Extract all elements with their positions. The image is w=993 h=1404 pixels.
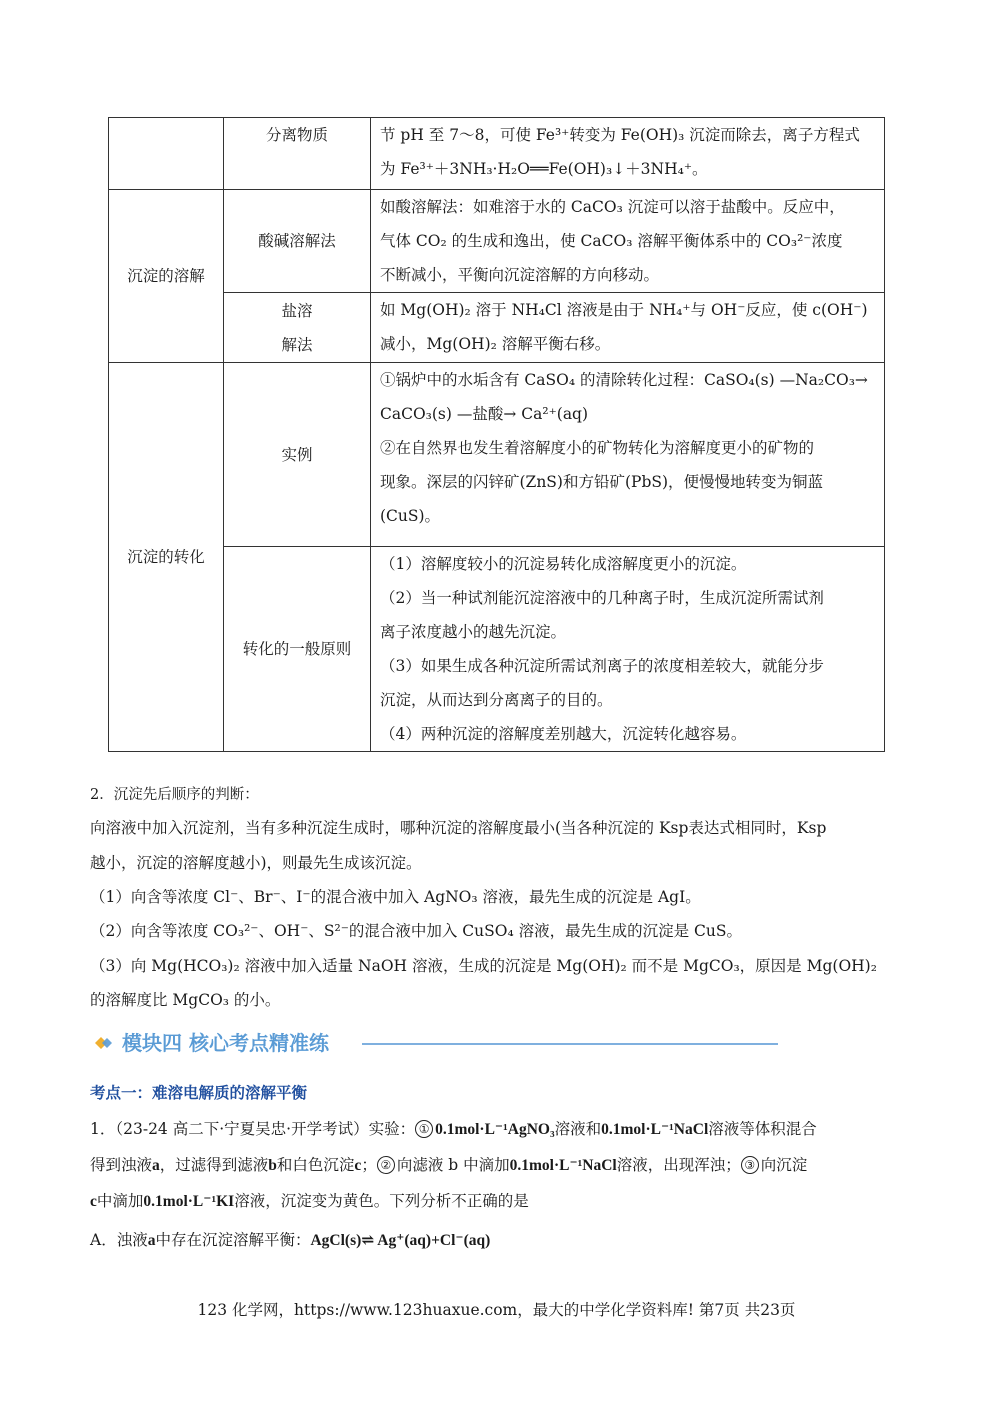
desc-salt: 如 Mg(OH)₂ 溶于 NH₄Cl 溶液是由于 NH₄⁺与 OH⁻反应，使 c(OH⁻) 减小，Mg(OH)₂ 溶解平衡右移。 xyxy=(371,293,885,363)
diamond-arrow-icon xyxy=(93,1032,115,1054)
section2-p2: 越小，沉淀的溶解度越小)，则最先生成该沉淀。 xyxy=(90,854,422,872)
section2-p1: 向溶液中加入沉淀剂，当有多种沉淀生成时，哪种沉淀的溶解度最小(当各种沉淀的 Ksp表达式相同时，Ksp xyxy=(90,819,827,837)
desc-principle: （1）溶解度较小的沉淀易转化成溶解度更小的沉淀。 （2）当一种试剂能沉淀溶液中的几种离子时，生成沉淀所需试剂 离子浓度越小的越先沉淀。 （3）如果生成各种沉淀所需试剂离子的浓度相差较大，就能分步 沉淀，从而达到分离离子的目的。 （4）两种沉淀的溶解度差别越大，沉淀转化越容易。 xyxy=(371,547,885,752)
module-rule xyxy=(362,1043,778,1045)
method-salt: 盐溶 解法 xyxy=(224,293,371,363)
desc-separate: 节 pH 至 7～8，可使 Fe³⁺转变为 Fe(OH)₃ 沉淀而除去，离子方程式 为 Fe³⁺＋3NH₃·H₂O══Fe(OH)₃↓＋3NH₄⁺。 xyxy=(371,118,885,190)
method-separate: 分离物质 xyxy=(224,118,371,190)
method-acid-base: 酸碱溶解法 xyxy=(224,190,371,293)
method-example: 实例 xyxy=(224,363,371,547)
section2-heading: 2．沉淀先后顺序的判断： xyxy=(90,787,259,803)
table-cell-empty xyxy=(109,118,224,190)
module-banner xyxy=(90,1026,790,1060)
question-line3: c中滴加0.1mol·L⁻¹KI溶液，沉淀变为黄色。下列分析不正确的是 xyxy=(90,1192,529,1210)
method-principle: 转化的一般原则 xyxy=(224,547,371,752)
module-title: 模块四 核心考点精准练 xyxy=(122,1031,329,1055)
section2-item3a: （3）向 Mg(HCO₃)₂ 溶液中加入适量 NaOH 溶液，生成的沉淀是 Mg(OH)₂ 而不是 MgCO₃，原因是 Mg(OH)₂ xyxy=(90,957,877,975)
question-line1: 1．（23-24 高二下·宁夏吴忠·开学考试）实验： ① 0.1mol·L⁻¹AgNO₃溶液和0.1mol·L⁻¹NaCl溶液等体积混合 xyxy=(90,1120,817,1138)
page-footer: 123 化学网，https://www.123huaxue.com，最大的中学化学资料库! 第7页 共23页 xyxy=(197,1301,796,1319)
section2-item1: （1）向含等浓度 Cl⁻、Br⁻、I⁻的混合液中加入 AgNO₃ 溶液，最先生成的沉淀是 AgI。 xyxy=(90,888,701,906)
section2-item2: （2）向含等浓度 CO₃²⁻、OH⁻、S²⁻的混合液中加入 CuSO₄ 溶液，最先生成的沉淀是 CuS。 xyxy=(90,922,743,940)
section2-item3b: 的溶解度比 MgCO₃ 的小。 xyxy=(90,991,281,1009)
category-transform: 沉淀的转化 xyxy=(109,363,224,752)
precipitation-table xyxy=(108,117,885,752)
desc-acid-base: 如酸溶解法：如难溶于水的 CaCO₃ 沉淀可以溶于盐酸中。反应中， 气体 CO₂ 的生成和逸出，使 CaCO₃ 溶解平衡体系中的 CO₃²⁻浓度 不断减小，平衡向沉淀溶解的方向移动。 xyxy=(371,190,885,293)
question-line2: 得到浊液a，过滤得到滤液b和白色沉淀c； ② 向滤液 b 中滴加0.1mol·L⁻¹NaCl溶液，出现浑浊； ③ 向沉淀 xyxy=(90,1156,808,1174)
kaodian-heading: 考点一：难溶电解质的溶解平衡 xyxy=(90,1084,308,1102)
category-dissolve: 沉淀的溶解 xyxy=(109,190,224,363)
desc-example: ①锅炉中的水垢含有 CaSO₄ 的清除转化过程：CaSO₄(s) —Na₂CO₃→ CaCO₃(s) —盐酸→ Ca²⁺(aq) ②在自然界也发生着溶解度小的矿物转化为溶解度更小的矿物的 现象。深层的闪锌矿(ZnS)和方铅矿(PbS)，便慢慢地转变为铜蓝 (CuS)。 xyxy=(371,363,885,547)
option-a[interactable]: A．浊液a中存在沉淀溶解平衡：AgCl(s)⇌ Ag⁺(aq)+Cl⁻(aq) xyxy=(90,1231,491,1249)
